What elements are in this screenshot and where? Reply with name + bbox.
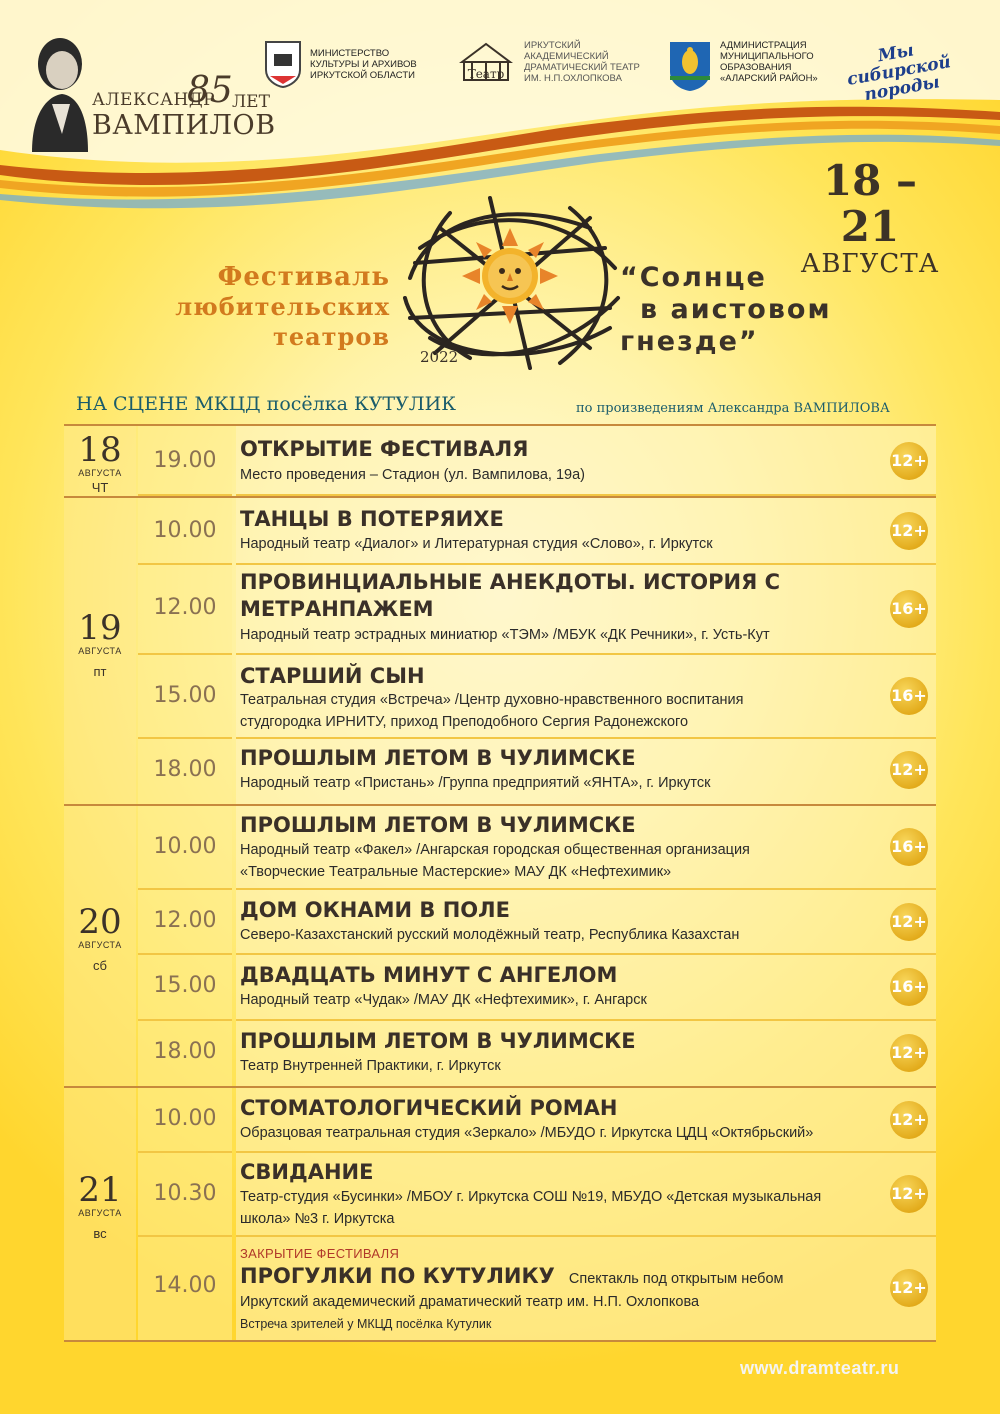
day-number: 18 — [78, 430, 122, 470]
event-title: ОТКРЫТИЕ ФЕСТИВАЛЯ — [240, 437, 529, 461]
festival-title-line: театров — [272, 322, 390, 351]
event-company: Театральная студия «Встреча» /Центр духовно-нравственного воспитания — [240, 692, 744, 708]
closing-label: ЗАКРЫТИЕ ФЕСТИВАЛЯ — [240, 1246, 400, 1261]
irkutsk-crest-icon — [264, 40, 302, 88]
event-row — [64, 426, 936, 496]
anniversary-last-name: ВАМПИЛОВ — [92, 110, 276, 141]
alar-crest-icon — [668, 40, 712, 92]
event-time: 19.00 — [153, 448, 217, 473]
festival-title-line: Фестиваль — [217, 262, 390, 292]
partner-theatre — [456, 40, 640, 88]
age-rating-badge: 12+ — [890, 1034, 928, 1072]
day-number: 20 — [78, 902, 122, 942]
day-month: АВГУСТА — [78, 940, 122, 950]
event-title-note: Спектакль под открытым небом — [568, 1271, 784, 1287]
event-time: 10.00 — [153, 834, 217, 859]
age-rating-badge: 16+ — [890, 968, 928, 1006]
day-weekday: вс — [93, 1226, 107, 1241]
day-separator — [64, 1340, 936, 1342]
event-title: СТАРШИЙ СЫН — [240, 664, 425, 688]
day-month: АВГУСТА — [78, 646, 122, 656]
day-number: 19 — [78, 608, 122, 648]
theatre-logo-word: Театр — [467, 67, 505, 81]
event-time: 10.00 — [153, 518, 217, 543]
partner-administration-text: АДМИНИСТРАЦИЯ МУНИЦИПАЛЬНОГО ОБРАЗОВАНИЯ «АЛАРСКИЙ РАЙОН» — [720, 40, 818, 84]
event-row — [64, 1021, 936, 1086]
event-title: ПРОГУЛКИ ПО КУТУЛИКУ — [240, 1264, 555, 1288]
event-company: Театр-студия «Бусинки» /МБОУ г. Иркутска СОШ №19, МБУДО «Детская музыкальная — [240, 1189, 822, 1205]
vampilov-portrait — [22, 34, 92, 152]
day-weekday: ЧТ — [91, 480, 109, 495]
age-rating-badge: 16+ — [890, 677, 928, 715]
event-row — [64, 739, 936, 804]
event-company: Народный театр «Диалог» и Литературная студия «Слово», г. Иркутск — [240, 536, 713, 552]
event-title: ПРОШЛЫМ ЛЕТОМ В ЧУЛИМСКЕ — [240, 813, 636, 837]
age-rating-badge: 12+ — [890, 442, 928, 480]
age-rating-badge: 12+ — [890, 751, 928, 789]
event-title: СТОМАТОЛОГИЧЕСКИЙ РОМАН — [240, 1096, 618, 1120]
event-company-line2: студгородка ИРНИТУ, приход Преподобного Сергия Радонежского — [240, 714, 689, 730]
event-company: Образцовая театральная студия «Зеркало» /МБУДО г. Иркутска ЦДЦ «Октябрьский» — [240, 1125, 814, 1141]
age-rating-badge: 12+ — [890, 903, 928, 941]
event-title: ПРОВИНЦИАЛЬНЫЕ АНЕКДОТЫ. ИСТОРИЯ С — [240, 570, 781, 594]
event-time: 12.00 — [153, 908, 217, 933]
event-company: Народный театр эстрадных миниатюр «ТЭМ» /МБУК «ДК Речники», г. Усть-Кут — [240, 627, 770, 643]
event-title-with-note — [240, 1263, 783, 1293]
event-row — [64, 498, 936, 565]
festival-title-line: любительских — [175, 292, 390, 321]
website-link[interactable]: www.dramteatr.ru — [740, 1358, 900, 1378]
age-rating-badge: 16+ — [890, 590, 928, 628]
event-title: ПРОШЛЫМ ЛЕТОМ В ЧУЛИМСКЕ — [240, 1029, 636, 1053]
event-time: 15.00 — [153, 973, 217, 998]
stage-subtitle: по произведениям Александра ВАМПИЛОВА — [576, 401, 890, 416]
festival-title-right — [620, 262, 832, 358]
event-company: Театр Внутренней Практики, г. Иркутск — [240, 1058, 501, 1074]
festival-dates — [790, 158, 950, 278]
anniversary-first-name: АЛЕКСАНДР — [92, 90, 216, 110]
partner-ministry-text: МИНИСТЕРСТВО КУЛЬТУРЫ И АРХИВОВ ИРКУТСКОЙ ОБЛАСТИ — [310, 48, 417, 81]
age-rating-badge: 12+ — [890, 1175, 928, 1213]
event-row — [64, 565, 936, 655]
festival-name-line: в аистовом — [640, 294, 832, 325]
event-company: Иркутский академический драматический театр им. Н.П. Охлопкова — [240, 1294, 700, 1310]
event-company-line2: школа» №3 г. Иркутска — [240, 1211, 395, 1227]
event-company: Народный театр «Факел» /Ангарская городская общественная организация — [240, 842, 750, 858]
event-row — [64, 890, 936, 955]
day-month: АВГУСТА — [78, 1208, 122, 1218]
event-meeting-note: Встреча зрителей у МКЦД посёлка Кутулик — [240, 1317, 492, 1331]
event-time: 10.00 — [153, 1106, 217, 1131]
event-row — [64, 655, 936, 739]
event-time: 14.00 — [153, 1273, 217, 1298]
anniversary-years: ЛЕТ — [232, 92, 270, 112]
age-rating-badge: 12+ — [890, 512, 928, 550]
event-title: ПРОШЛЫМ ЛЕТОМ В ЧУЛИМСКЕ — [240, 746, 636, 770]
event-row — [64, 1237, 936, 1340]
slogan-logo: Мы сибирской породы — [845, 40, 953, 106]
event-title: ТАНЦЫ В ПОТЕРЯИХЕ — [240, 507, 504, 531]
partner-theatre-text: ИРКУТСКИЙ АКАДЕМИЧЕСКИЙ ДРАМАТИЧЕСКИЙ ТЕАТР ИМ. Н.П.ОХЛОПКОВА — [524, 40, 640, 84]
event-time: 18.00 — [153, 1039, 217, 1064]
festival-date-month: АВГУСТА — [800, 249, 940, 279]
partner-ministry — [264, 40, 417, 88]
event-title: ДОМ ОКНАМИ В ПОЛЕ — [240, 898, 510, 922]
event-venue: Место проведения – Стадион (ул. Вампилова, 19а) — [240, 467, 585, 483]
festival-date-range: 18 – 21 — [822, 156, 918, 251]
event-time: 18.00 — [153, 757, 217, 782]
age-rating-badge: 16+ — [890, 828, 928, 866]
day-month: АВГУСТА — [78, 468, 122, 478]
anniversary-logo — [92, 70, 276, 141]
event-row — [64, 955, 936, 1021]
event-company: Народный театр «Чудак» /МАУ ДК «Нефтехимик», г. Ангарск — [240, 992, 647, 1008]
event-title-line2: МЕТРАНПАЖЕМ — [240, 597, 434, 621]
event-row — [64, 1153, 936, 1237]
event-time: 12.00 — [153, 595, 217, 620]
festival-year: 2022 — [420, 348, 459, 366]
event-company: Народный театр «Пристань» /Группа предприятий «ЯНТА», г. Иркутск — [240, 775, 711, 791]
theatre-building-icon — [456, 40, 516, 88]
event-title: ДВАДЦАТЬ МИНУТ С АНГЕЛОМ — [240, 963, 618, 987]
event-row — [64, 806, 936, 890]
age-rating-badge: 12+ — [890, 1269, 928, 1307]
festival-name-line: гнезде” — [620, 326, 759, 357]
age-rating-badge: 12+ — [890, 1101, 928, 1139]
event-company-line2: «Творческие Театральные Мастерские» МАУ ДК «Нефтехимик» — [240, 864, 672, 880]
festival-name-line: “Солнце — [620, 262, 767, 293]
anniversary-number: 85 — [187, 70, 233, 111]
event-time: 15.00 — [153, 683, 217, 708]
day-weekday: сб — [93, 958, 107, 973]
event-row — [64, 1088, 936, 1153]
stage-title: НА СЦЕНЕ МКЦД посёлка КУТУЛИК — [76, 393, 456, 415]
event-title: СВИДАНИЕ — [240, 1160, 374, 1184]
event-time: 10.30 — [153, 1181, 217, 1206]
day-number: 21 — [78, 1170, 122, 1210]
day-weekday: пт — [93, 664, 107, 679]
festival-title-left — [90, 262, 390, 352]
event-company: Северо-Казахстанский русский молодёжный театр, Республика Казахстан — [240, 927, 740, 943]
partner-administration — [668, 40, 818, 92]
